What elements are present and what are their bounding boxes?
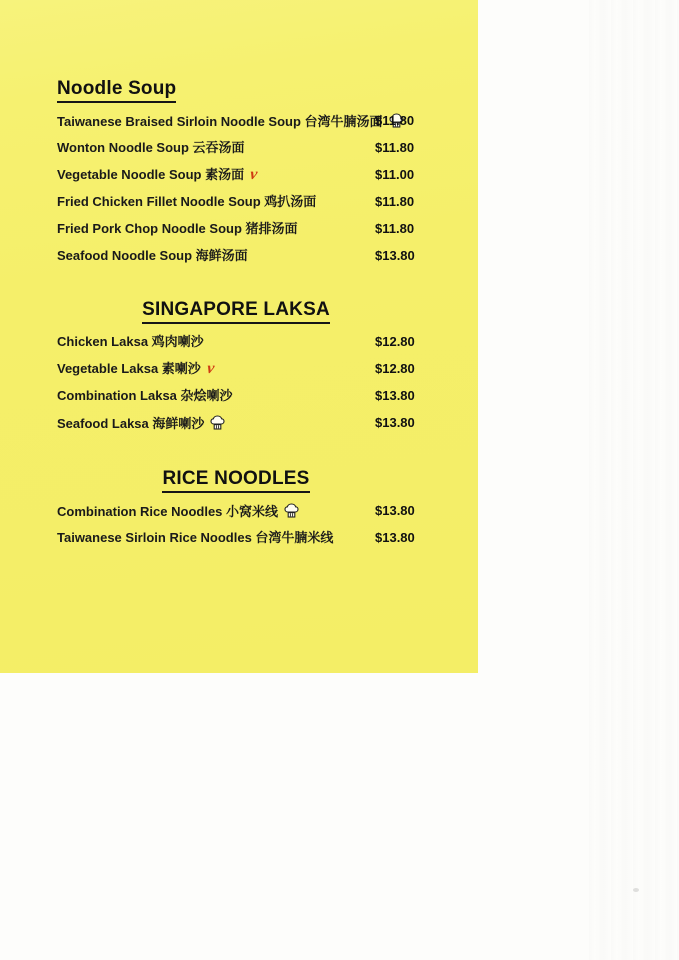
section-title bbox=[57, 78, 415, 103]
menu-item-name: Taiwanese Braised Sirloin Noodle Soup 台湾牛腩汤面 bbox=[57, 114, 383, 129]
menu-item-name: Chicken Laksa 鸡肉喇沙 bbox=[57, 334, 204, 349]
menu-item-price: $11.80 bbox=[375, 194, 415, 209]
menu-item-price: $11.80 bbox=[375, 140, 415, 155]
menu-item-price: $11.80 bbox=[375, 113, 415, 128]
menu-item-name: Taiwanese Sirloin Rice Noodles 台湾牛腩米线 bbox=[57, 530, 334, 545]
section-title bbox=[57, 299, 415, 324]
menu-item-row bbox=[57, 221, 415, 248]
menu-item-row bbox=[57, 361, 415, 388]
yellow-menu-paper bbox=[0, 0, 478, 673]
vegetarian-icon: v bbox=[205, 360, 216, 377]
section-title-text: Noodle Soup bbox=[57, 78, 176, 103]
menu-item-row bbox=[57, 415, 415, 442]
menu-item-name: Vegetable Laksa 素喇沙 bbox=[57, 361, 201, 376]
section-title-text: RICE NOODLES bbox=[162, 468, 309, 493]
section-title-text: SINGAPORE LAKSA bbox=[142, 299, 330, 324]
menu-item-row bbox=[57, 334, 415, 361]
menu-section bbox=[57, 299, 415, 442]
menu-section bbox=[57, 468, 415, 557]
menu-item-price: $12.80 bbox=[375, 334, 415, 349]
menu-item-name: Fried Chicken Fillet Noodle Soup 鸡扒汤面 bbox=[57, 194, 317, 209]
menu-item-name: Combination Rice Noodles 小窝米线 bbox=[57, 504, 279, 519]
menu-item-row bbox=[57, 503, 415, 530]
menu-item-price: $13.80 bbox=[375, 248, 415, 263]
menu-item-price: $13.80 bbox=[375, 530, 415, 545]
menu-item-price: $13.80 bbox=[375, 503, 415, 518]
menu-item-price: $13.80 bbox=[375, 388, 415, 403]
chef-hat-icon bbox=[210, 415, 225, 435]
scan-artifact-speck bbox=[633, 888, 639, 892]
menu-item-price: $13.80 bbox=[375, 415, 415, 430]
section-title bbox=[57, 468, 415, 493]
menu-item-row bbox=[57, 140, 415, 167]
menu-item-row bbox=[57, 167, 415, 194]
menu-item-name: Vegetable Noodle Soup 素汤面 bbox=[57, 167, 245, 182]
menu-item-price: $12.80 bbox=[375, 361, 415, 376]
menu-item-row bbox=[57, 388, 415, 415]
menu-item-row bbox=[57, 530, 415, 557]
menu-item-name: Wonton Noodle Soup 云吞汤面 bbox=[57, 140, 245, 155]
menu-item-name: Combination Laksa 杂烩喇沙 bbox=[57, 388, 233, 403]
menu-item-name: Seafood Noodle Soup 海鲜汤面 bbox=[57, 248, 248, 263]
vegetarian-icon: v bbox=[248, 166, 259, 183]
menu-item-price: $11.80 bbox=[375, 221, 415, 236]
menu-item-name: Fried Pork Chop Noodle Soup 猪排汤面 bbox=[57, 221, 298, 236]
menu-content bbox=[57, 78, 415, 557]
menu-item-row bbox=[57, 194, 415, 221]
chef-hat-icon bbox=[284, 503, 299, 523]
menu-section bbox=[57, 78, 415, 275]
menu-item-row bbox=[57, 113, 415, 140]
menu-item-name: Seafood Laksa 海鲜喇沙 bbox=[57, 416, 205, 431]
menu-item-row bbox=[57, 248, 415, 275]
menu-item-price: $11.00 bbox=[375, 167, 415, 182]
